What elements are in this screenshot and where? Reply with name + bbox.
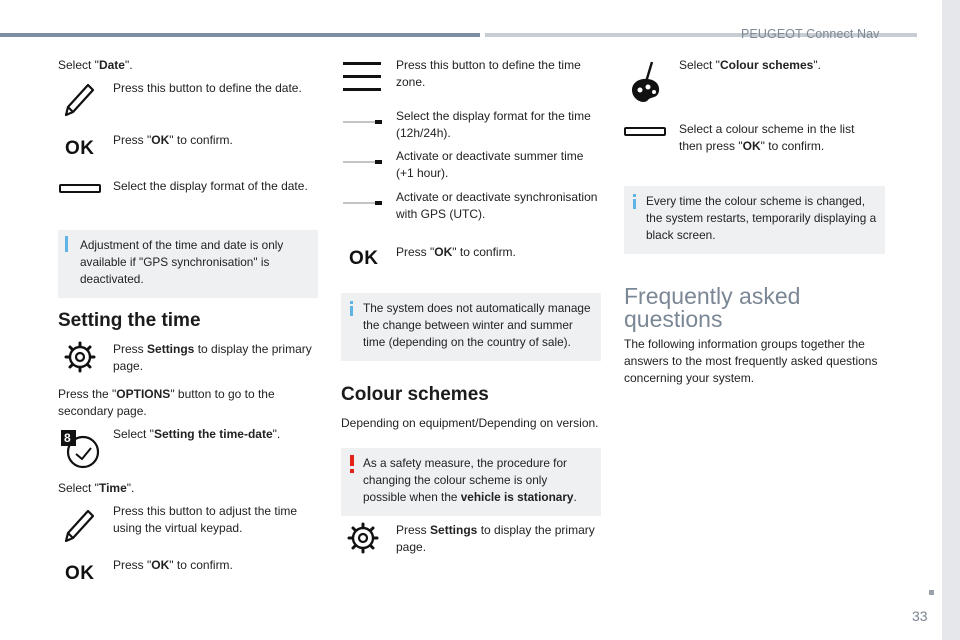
faq-text: The following information groups together the answers to the most frequently asked questions concerning your system.: [624, 337, 878, 385]
end-of-section-mark: [929, 590, 934, 595]
gear-icon-2: [347, 522, 379, 554]
heading-faq: Frequently asked questions: [624, 283, 801, 332]
warning-note: [341, 448, 601, 516]
info-note-restart: [624, 186, 885, 254]
info-note-summer-text: The system does not automatically manage the change between winter and summer time (depending on the country of sale).: [363, 301, 591, 349]
define-date-text: Press this button to define the date.: [113, 81, 302, 95]
heading-colour-schemes: Colour schemes: [341, 384, 489, 405]
ok-confirm-text: Press "OK" to confirm.: [113, 133, 233, 147]
info-note-date: [58, 230, 318, 298]
press-settings-text-2: Press Settings to display the primary page.: [396, 523, 595, 554]
depending-text: Depending on equipment/Depending on version.: [341, 416, 599, 430]
info-icon-2: [349, 301, 354, 316]
pencil-icon-2: [62, 508, 96, 544]
press-settings-text: Press Settings to display the primary page.: [113, 342, 312, 373]
select-colour-schemes-text: Select "Colour schemes".: [679, 58, 821, 72]
ok-icon: OK: [65, 138, 95, 159]
info-note-restart-text: Every time the colour scheme is changed, the system restarts, temporarily displaying a black screen.: [646, 194, 877, 242]
summer-time-text: Activate or deactivate summer time (+1 hour).: [396, 149, 584, 180]
header-title: PEUGEOT Connect Nav: [741, 27, 880, 41]
slider-line-icon: [343, 118, 383, 126]
info-note-date-text: Adjustment of the time and date is only available if "GPS synchronisation" is deactivated.: [80, 238, 284, 286]
pencil-icon: [62, 82, 96, 118]
ok-confirm-text-2: Press "OK" to confirm.: [113, 558, 233, 572]
select-time-text: Select "Time".: [58, 481, 135, 495]
warning-icon: [349, 455, 355, 473]
select-time-date-text: Select "Setting the time-date".: [113, 427, 281, 441]
ok-icon-3: OK: [349, 248, 379, 269]
info-icon-3: [632, 194, 637, 209]
gear-icon: [64, 341, 96, 373]
warning-note-text: As a safety measure, the procedure for changing the colour scheme is only possible when the vehicle is stationary.: [363, 456, 577, 504]
menu-lines-icon: [343, 61, 383, 93]
toggle-bar-icon: [59, 184, 101, 193]
gps-sync-text: Activate or deactivate synchronisation with GPS (UTC).: [396, 190, 598, 221]
heading-setting-time: Setting the time: [58, 310, 201, 331]
select-list-text: Select a colour scheme in the list then press "OK" to confirm.: [679, 122, 855, 153]
slider-line-icon-3: [343, 199, 383, 207]
time-format-text: Select the display format for the time (12h/24h).: [396, 109, 591, 140]
ok-confirm-text-3: Press "OK" to confirm.: [396, 245, 516, 259]
toggle-bar-icon-2: [624, 127, 666, 136]
clock-badge-icon: [61, 430, 101, 470]
date-format-text: Select the display format of the date.: [113, 179, 308, 193]
define-time-zone-text: Press this button to define the time zone.: [396, 58, 581, 89]
adjust-time-text: Press this button to adjust the time using the virtual keypad.: [113, 504, 298, 535]
options-text: Press the "OPTIONS" button to go to the secondary page.: [58, 387, 275, 418]
page-number: 33: [912, 608, 928, 624]
slider-line-icon-2: [343, 158, 383, 166]
ok-icon-2: OK: [65, 563, 95, 584]
select-date-text: Select "Date".: [58, 58, 133, 72]
clock-badge-number: 8: [64, 431, 71, 445]
page-side-strip: [942, 0, 960, 640]
palette-icon: [628, 60, 664, 104]
info-note-summer: [341, 293, 601, 361]
header-rule-primary: [0, 33, 480, 37]
